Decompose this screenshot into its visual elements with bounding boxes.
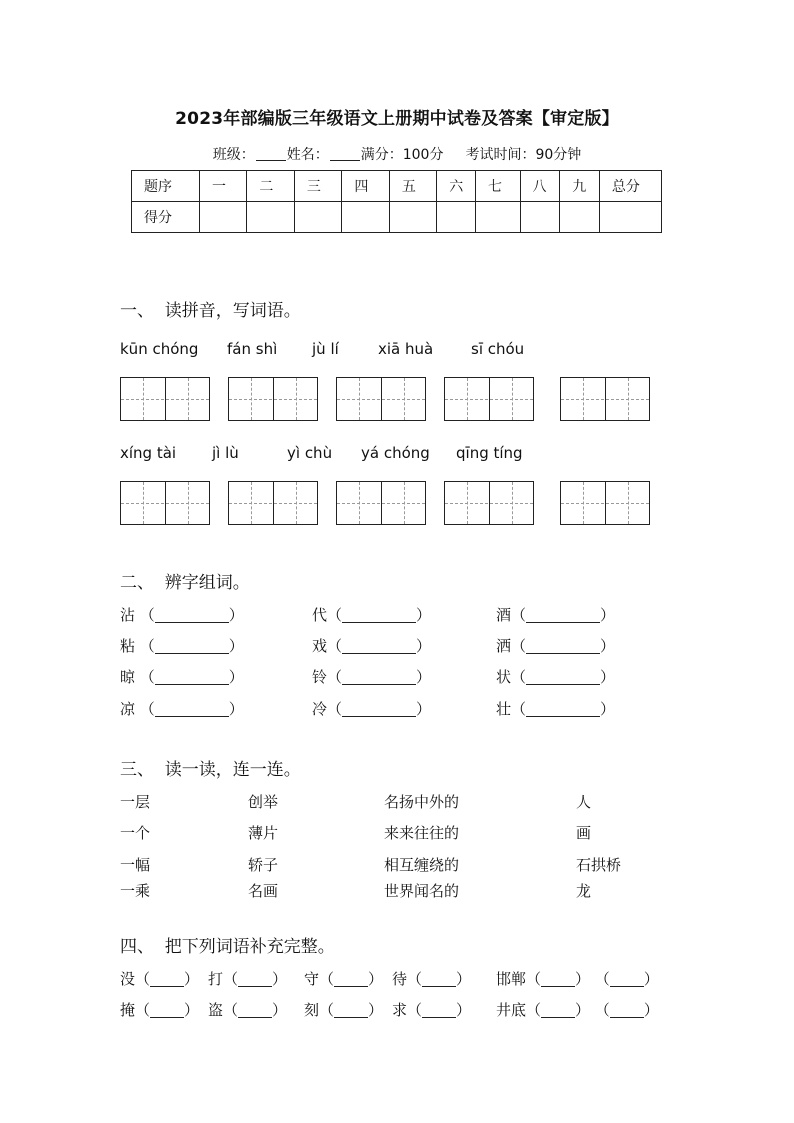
idiom-item: 井底（ ） （ ）: [496, 1001, 659, 1019]
char-item: 粘 （ ）: [120, 637, 244, 655]
answer-blank[interactable]: [150, 971, 184, 987]
match-left[interactable]: 世界闻名的: [384, 882, 460, 900]
pinyin: jù lí: [312, 340, 339, 358]
name-blank[interactable]: [330, 146, 360, 161]
answer-blank[interactable]: [238, 1002, 272, 1018]
char-item: 洒（ ）: [496, 637, 616, 655]
answer-blank[interactable]: [526, 638, 600, 654]
section2-title: 二、 辨字组词。: [120, 573, 250, 593]
match-left[interactable]: 一乘: [120, 882, 151, 900]
score-row: [132, 202, 662, 233]
answer-blank[interactable]: [526, 669, 600, 685]
match-right[interactable]: 龙: [576, 882, 592, 900]
match-left[interactable]: 来来往往的: [384, 824, 460, 842]
writing-grid[interactable]: [444, 481, 534, 525]
match-right[interactable]: 薄片: [248, 824, 279, 842]
answer-blank[interactable]: [238, 971, 272, 987]
match-right[interactable]: 轿子: [248, 856, 279, 874]
writing-grid[interactable]: [120, 377, 210, 421]
score-header-cell: 七: [475, 171, 520, 202]
section4-title: 四、 把下列词语补充完整。: [120, 937, 335, 957]
writing-grid[interactable]: [120, 481, 210, 525]
exam-time: 考试时间：90分钟: [465, 147, 582, 163]
score-cell[interactable]: [560, 202, 600, 233]
answer-blank[interactable]: [342, 607, 416, 623]
pinyin: kūn chóng: [120, 340, 199, 358]
score-header-cell: 六: [437, 171, 476, 202]
pinyin: yì chù: [287, 444, 333, 462]
match-left[interactable]: 一个: [120, 824, 151, 842]
match-right[interactable]: 画: [576, 824, 592, 842]
idiom-item: 邯郸（ ） （ ）: [496, 970, 659, 988]
score-cell[interactable]: [520, 202, 560, 233]
match-right[interactable]: 石拱桥: [576, 856, 622, 874]
char-item: 冷（ ）: [312, 700, 432, 718]
writing-grid[interactable]: [336, 481, 426, 525]
char-item: 状（ ）: [496, 668, 616, 686]
idiom-item: 打（ ）: [208, 970, 288, 988]
match-left[interactable]: 相互缠绕的: [384, 856, 460, 874]
answer-blank[interactable]: [342, 669, 416, 685]
idiom-item: 盗（ ）: [208, 1001, 288, 1019]
score-cell[interactable]: [599, 202, 661, 233]
answer-blank[interactable]: [334, 971, 368, 987]
char-item: 壮（ ）: [496, 700, 616, 718]
score-cell[interactable]: [475, 202, 520, 233]
answer-blank[interactable]: [526, 607, 600, 623]
char-item: 沾 （ ）: [120, 606, 244, 624]
idiom-item: 求（ ）: [392, 1001, 472, 1019]
class-blank[interactable]: [256, 146, 286, 161]
section1-title: 一、 读拼音，写词语。: [120, 301, 301, 321]
answer-blank[interactable]: [150, 1002, 184, 1018]
answer-blank[interactable]: [155, 701, 229, 717]
char-item: 铃（ ）: [312, 668, 432, 686]
exam-info: [0, 144, 794, 164]
answer-blank[interactable]: [541, 971, 575, 987]
class-label: 班级：: [212, 147, 255, 163]
answer-blank[interactable]: [541, 1002, 575, 1018]
writing-grid[interactable]: [228, 481, 318, 525]
char-item: 凉 （ ）: [120, 700, 244, 718]
writing-grid[interactable]: [444, 377, 534, 421]
score-cell[interactable]: [247, 202, 294, 233]
writing-grid[interactable]: [228, 377, 318, 421]
match-right[interactable]: 创举: [248, 793, 279, 811]
answer-blank[interactable]: [526, 701, 600, 717]
char-item: 晾 （ ）: [120, 668, 244, 686]
score-row-label: 得分: [132, 202, 200, 233]
answer-blank[interactable]: [155, 638, 229, 654]
pinyin: sī chóu: [471, 340, 525, 358]
writing-grid[interactable]: [560, 377, 650, 421]
idiom-item: 掩（ ）: [120, 1001, 200, 1019]
score-header-cell: 总分: [599, 171, 661, 202]
match-left[interactable]: 一层: [120, 793, 151, 811]
pinyin: xiā huà: [378, 340, 434, 358]
score-header-cell: 一: [199, 171, 246, 202]
score-table: [131, 170, 662, 233]
score-cell[interactable]: [294, 202, 341, 233]
answer-blank[interactable]: [342, 638, 416, 654]
score-cell[interactable]: [437, 202, 476, 233]
pinyin: xíng tài: [120, 444, 177, 462]
score-header-cell: 九: [560, 171, 600, 202]
section3-title: 三、 读一读，连一连。: [120, 760, 301, 780]
page-title: 2023年部编版三年级语文上册期中试卷及答案【审定版】: [175, 109, 619, 129]
answer-blank[interactable]: [610, 1002, 644, 1018]
pinyin: yá chóng: [361, 444, 430, 462]
score-header-cell: 题序: [132, 171, 200, 202]
char-item: 戏（ ）: [312, 637, 432, 655]
pinyin: fán shì: [227, 340, 278, 358]
score-header-cell: 三: [294, 171, 341, 202]
idiom-item: 没（ ）: [120, 970, 200, 988]
match-right[interactable]: 人: [576, 793, 592, 811]
idiom-item: 刻（ ）: [304, 1001, 384, 1019]
answer-blank[interactable]: [334, 1002, 368, 1018]
score-header-cell: 二: [247, 171, 294, 202]
answer-blank[interactable]: [422, 1002, 456, 1018]
pinyin: jì lù: [212, 444, 239, 462]
score-cell[interactable]: [199, 202, 246, 233]
score-cell[interactable]: [342, 202, 389, 233]
score-header-cell: 八: [520, 171, 560, 202]
idiom-item: 待（ ）: [392, 970, 472, 988]
match-right[interactable]: 名画: [248, 882, 279, 900]
answer-blank[interactable]: [610, 971, 644, 987]
match-left[interactable]: 一幅: [120, 856, 151, 874]
writing-grid[interactable]: [336, 377, 426, 421]
answer-blank[interactable]: [155, 669, 229, 685]
answer-blank[interactable]: [155, 607, 229, 623]
match-left[interactable]: 名扬中外的: [384, 793, 460, 811]
name-label: 姓名：: [286, 147, 329, 163]
idiom-item: 守（ ）: [304, 970, 384, 988]
writing-grid[interactable]: [560, 481, 650, 525]
answer-blank[interactable]: [342, 701, 416, 717]
char-item: 酒（ ）: [496, 606, 616, 624]
score-cell[interactable]: [389, 202, 436, 233]
score-header-row: [132, 171, 662, 202]
score-header-cell: 五: [389, 171, 436, 202]
score-header-cell: 四: [342, 171, 389, 202]
answer-blank[interactable]: [422, 971, 456, 987]
full-score: 满分：100分: [360, 147, 444, 163]
char-item: 代（ ）: [312, 606, 432, 624]
pinyin: qīng tíng: [456, 444, 523, 462]
